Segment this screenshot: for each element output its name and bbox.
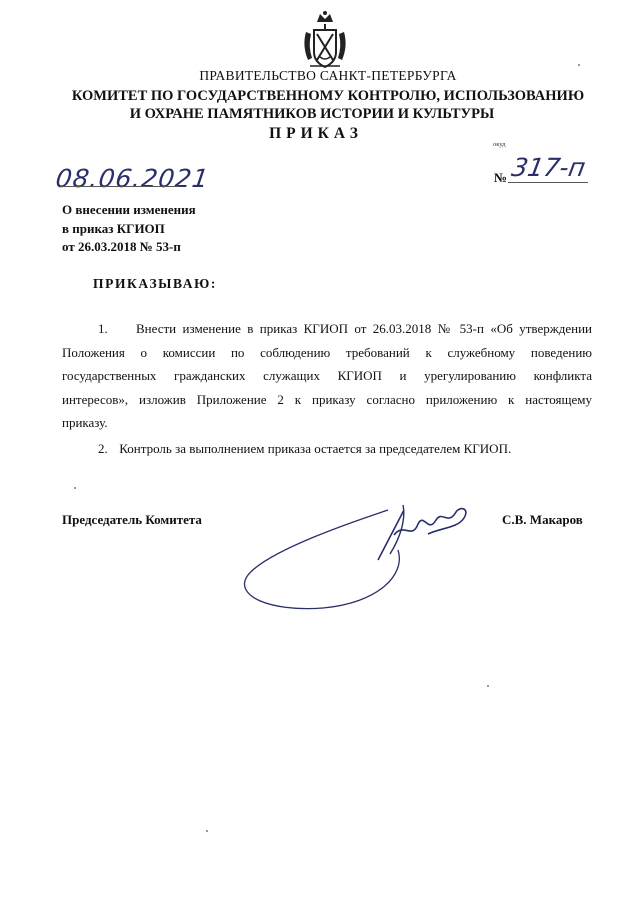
item1-number: 1. [98, 321, 108, 336]
committee-title-line2: И ОХРАНЕ ПАМЯТНИКОВ ИСТОРИИ И КУЛЬТУРЫ [129, 106, 495, 122]
coat-of-arms-icon [300, 10, 350, 72]
order-item-2 [98, 437, 598, 461]
item1-line1-text: Внести изменение в приказ КГИОП от 26.03.2018 № 53-п «Об утверждении [136, 321, 592, 336]
item2-text: Контроль за выполнением приказа остается за председателем КГИОП. [119, 441, 512, 456]
item2-number: 2. [98, 441, 108, 456]
scan-speck [578, 64, 580, 66]
order-verb: ПРИКАЗЫВАЮ: [93, 276, 218, 291]
committee-title-line1: КОМИТЕТ ПО ГОСУДАРСТВЕННОМУ КОНТРОЛЮ, ИСПОЛЬЗОВАНИЮ [71, 88, 585, 104]
handwritten-signature [228, 490, 488, 620]
subject-block [62, 201, 196, 257]
handwritten-number: 317-п [509, 153, 588, 182]
subject-line1: О внесении изменения [62, 202, 196, 217]
signatory-name: С.В. Макаров [502, 512, 583, 527]
document-type: ПРИКАЗ [269, 125, 363, 142]
order-item-1 [62, 317, 592, 435]
signatory-title: Председатель Комитета [62, 512, 202, 527]
scan-speck [74, 487, 76, 489]
item1-line3: государственных гражданских служащих КГИОП и урегулированию конфликта [62, 368, 592, 383]
handwritten-date: 08.06.2021 [53, 164, 212, 193]
number-sign: № [494, 170, 508, 185]
item1-line2: Положения о комиссии по соблюдению требований к служебному поведению [62, 344, 592, 360]
item1-line5: приказу. [62, 415, 108, 430]
scan-speck [206, 830, 208, 832]
scan-speck [487, 685, 489, 687]
subject-line3: от 26.03.2018 № 53-п [62, 239, 181, 254]
number-underline [508, 182, 588, 183]
government-title: ПРАВИТЕЛЬСТВО САНКТ-ПЕТЕРБУРГА [199, 68, 457, 83]
item1-line4: интересов», изложив Приложение 2 к приказу согласно приложению к настоящему [62, 391, 592, 407]
item1-line1 [62, 317, 592, 341]
date-underline [60, 186, 180, 187]
okud-label: окуд [493, 141, 506, 148]
subject-line2: в приказ КГИОП [62, 220, 165, 236]
